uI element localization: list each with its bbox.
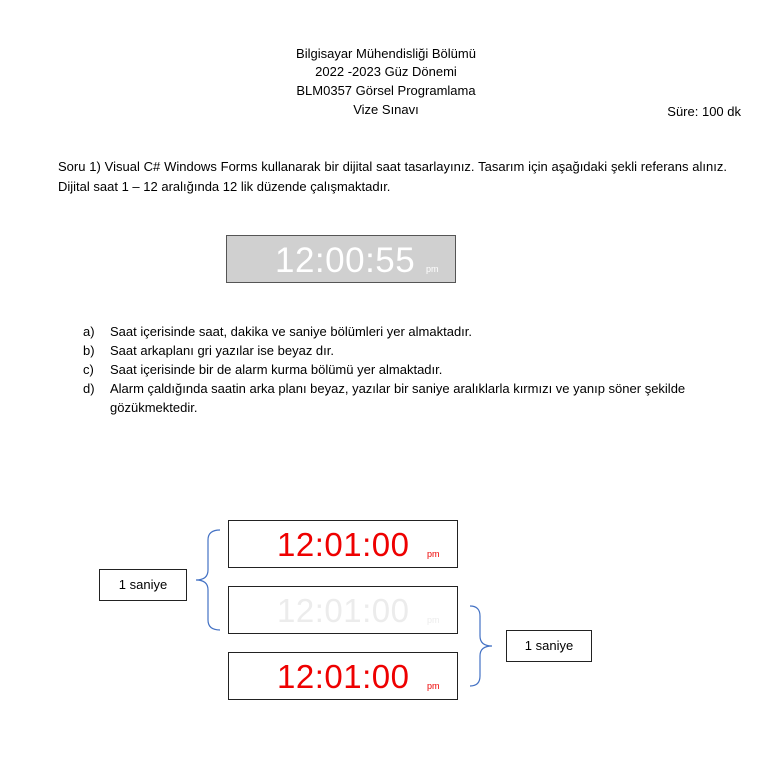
interval-label-left: 1 saniye (99, 569, 187, 601)
alarm-clock-faded (228, 586, 458, 634)
term-title: 2022 -2023 Güz Dönemi (315, 64, 457, 79)
question-text: Soru 1) Visual C# Windows Forms kullanarak bir dijital saat tasarlayınız. Tasarım için aşağıdaki şekli referans alınız. Dijital saat 1 – 12 aralığında 12 lik düzende çalışmaktadır. (58, 159, 727, 194)
alarm-clock-time: 12:01:00 (277, 526, 410, 563)
course-title: BLM0357 Görsel Programlama (296, 83, 476, 98)
alarm-clock-red-2 (228, 652, 458, 700)
reference-clock (226, 235, 456, 283)
list-item-text: Alarm çaldığında saatin arka planı beyaz, yazılar bir saniye aralıklarla kırmızı ve yanıp söner şekilde gözükmektedir. (110, 381, 686, 415)
alarm-clock-red-1 (228, 520, 458, 568)
exam-title: Vize Sınavı (353, 102, 419, 117)
reference-clock-ampm: pm (426, 264, 439, 274)
alarm-clock-ampm: pm (427, 615, 440, 625)
right-brace (466, 604, 500, 688)
left-brace (190, 528, 224, 632)
department-title: Bilgisayar Mühendisliği Bölümü (296, 46, 476, 61)
reference-clock-time: 12:00:55 (275, 241, 416, 280)
list-item-letter: a) (83, 324, 95, 339)
list-item-letter: d) (83, 381, 95, 396)
list-item-text: Saat içerisinde saat, dakika ve saniye bölümleri yer almaktadır. (110, 324, 473, 339)
alarm-clock-time: 12:01:00 (277, 658, 410, 695)
list-item (83, 341, 733, 360)
list-item (83, 379, 733, 417)
alarm-clock-ampm: pm (427, 681, 440, 691)
list-item-text: Saat arkaplanı gri yazılar ise beyaz dır. (110, 343, 335, 358)
list-item-letter: b) (83, 343, 95, 358)
alarm-clock-time: 12:01:00 (277, 592, 410, 629)
requirements-list (83, 322, 733, 417)
alarm-clock-ampm: pm (427, 549, 440, 559)
exam-duration: Süre: 100 dk (667, 104, 741, 119)
list-item (83, 322, 733, 341)
list-item-text: Saat içerisinde bir de alarm kurma bölümü yer almaktadır. (110, 362, 443, 377)
list-item-letter: c) (83, 362, 94, 377)
list-item (83, 360, 733, 379)
interval-label-right: 1 saniye (506, 630, 592, 662)
